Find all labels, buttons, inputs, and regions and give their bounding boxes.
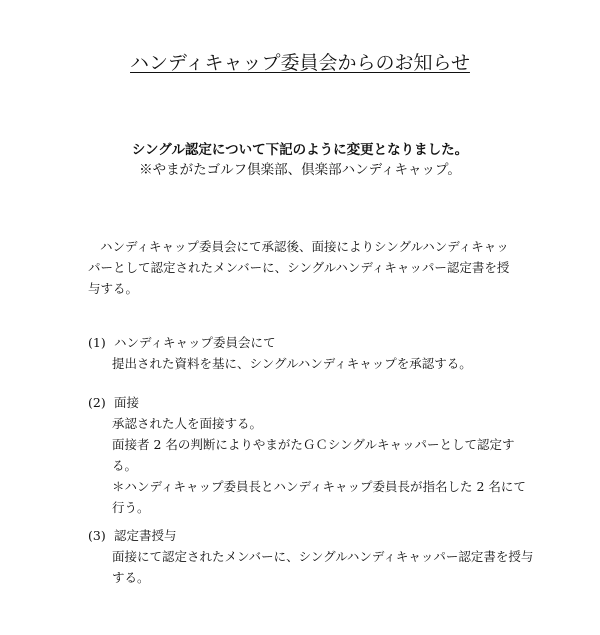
section-heading-text: 面接 — [114, 395, 140, 410]
section-heading-text: 認定書授与 — [114, 528, 177, 543]
section-heading — [88, 525, 538, 546]
section-1 — [88, 332, 538, 374]
section-number: (1) — [88, 335, 106, 350]
section-heading — [88, 332, 538, 353]
section-heading — [88, 392, 538, 413]
section-note-line: ＊ハンディキャップ委員長とハンディキャップ委員長が指名した 2 名にて行う。 — [112, 479, 526, 515]
section-body-line: 面接者 2 名の判断によりやまがたＧＣシングルキャッパーとして認定する。 — [112, 437, 515, 473]
subtitle — [0, 140, 600, 180]
subtitle-line-2: ※やまがたゴルフ倶楽部、倶楽部ハンディキャップ。 — [139, 162, 461, 178]
subtitle-line-1: シングル認定について下記のように変更となりました。 — [131, 142, 469, 158]
section-body-line: 面接にて認定されたメンバーに、シングルハンディキャッパー認定書を授与する。 — [112, 549, 534, 585]
section-number: (3) — [88, 528, 106, 543]
section-heading-text: ハンディキャップ委員会にて — [114, 335, 276, 350]
section-3 — [88, 525, 538, 588]
document-title — [0, 50, 600, 76]
section-number: (2) — [88, 395, 106, 410]
section-body-line: 承認された人を面接する。 — [112, 416, 263, 431]
title-text: ハンディキャップ委員会からのお知らせ — [130, 52, 470, 74]
intro-paragraph: ハンディキャップ委員会にて承認後、面接によりシングルハンディキャッパーとして認定されたメンバーに、シングルハンディキャッパー認定書を授与する。 — [88, 239, 510, 296]
section-body-line: 提出された資料を基に、シングルハンディキャップを承認する。 — [112, 356, 472, 371]
section-2 — [88, 392, 538, 518]
